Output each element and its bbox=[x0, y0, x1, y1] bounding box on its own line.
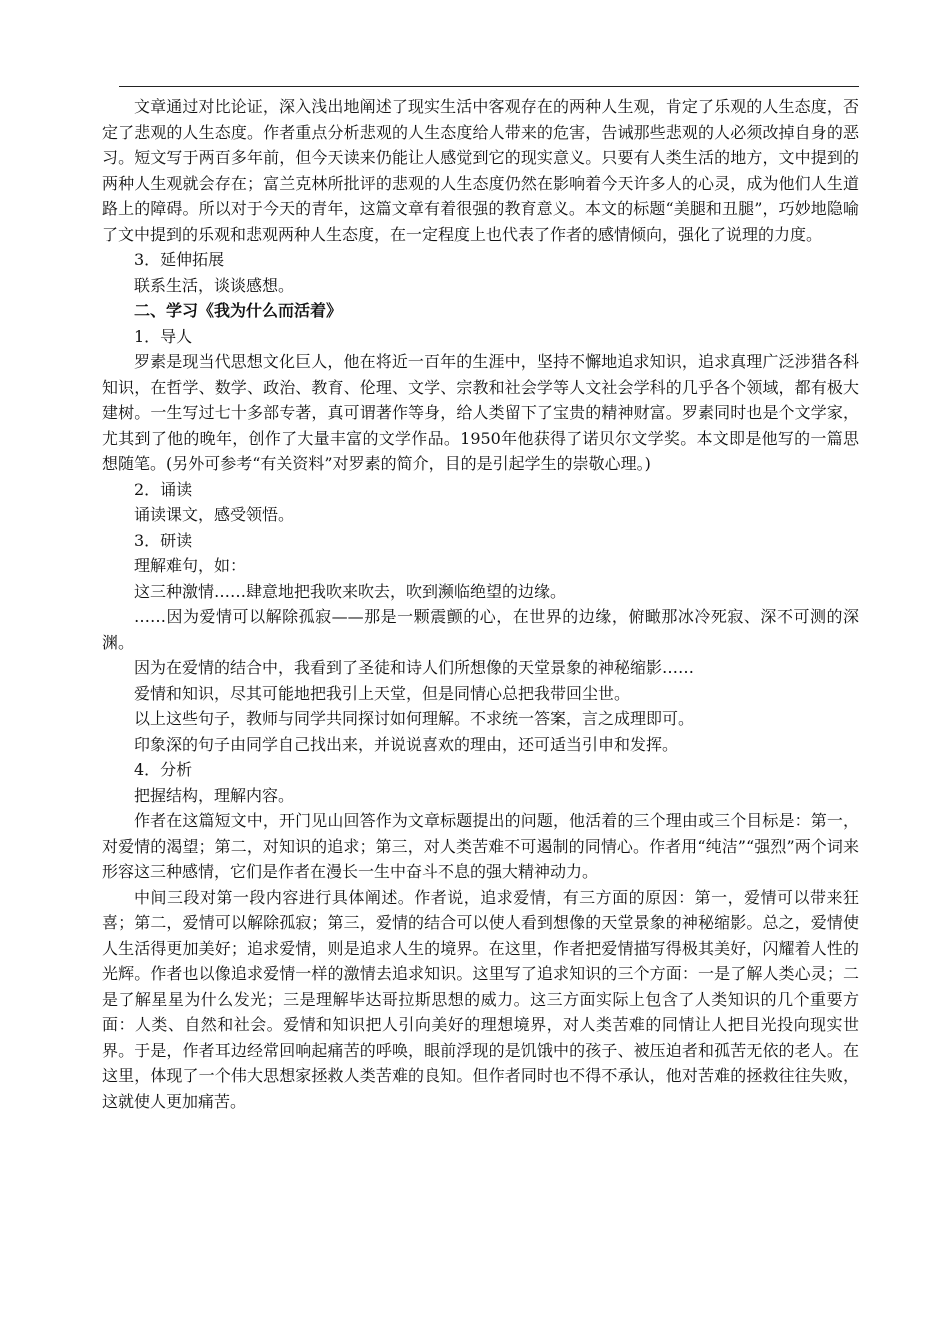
header-rule bbox=[119, 86, 859, 87]
quote-sentence-4: 爱情和知识，尽其可能地把我引上天堂，但是同情心总把我带回尘世。 bbox=[134, 683, 631, 703]
paragraph-difficult-sentences: 理解难句，如： bbox=[134, 556, 247, 575]
paragraph-russell-intro: 罗素是现当代思想文化巨人，他在将近一百年的生涯中，坚持不懈地追求知识，追求真理广泛涉猎各科知识，在哲学、数学、政治、教育、伦理、文学、宗教和社会学等人文社会学科的几乎各个领域，都有极大建树。一生写过七十多部专著，真可谓著作等身，给人类留下了宝贵的精神财富。罗素同时也是个文学家，尤其到了他的晚年，创作了大量丰富的文学作品。1950年他获得了诺贝尔文学奖。本文即是他写的一篇思想随笔。(另外可参考“有关资料”对罗素的简介，目的是引起学生的崇敬心理。) bbox=[102, 352, 859, 473]
section-heading-why-i-live: 二、学习《我为什么而活着》 bbox=[134, 301, 343, 320]
paragraph-three-reasons: 作者在这篇短文中，开门见山回答作为文章标题提出的问题，他活着的三个理由或三个目标是：第一，对爱情的渴望；第二，对知识的追求；第三，对人类苦难不可遏制的同情心。作者用“纯洁”“强烈”两个词来形容这三种感情，它们是作者在漫长一生中奋斗不息的强大精神动力。 bbox=[102, 811, 859, 881]
paragraph-summary: 文章通过对比论证，深入浅出地阐述了现实生活中客观存在的两种人生观，肯定了乐观的人生态度，否定了悲观的人生态度。作者重点分析悲观的人生态度给人带来的危害，告诫那些悲观的人必须改掉自身的恶习。短文写于两百多年前，但今天读来仍能让人感觉到它的现实意义。只要有人类生活的地方，文中提到的两种人生观就会存在；富兰克林所批评的悲观的人生态度仍然在影响着今天许多人的心灵，成为他们人生道路上的障碍。所以对于今天的青年，这篇文章有着很强的教育意义。本文的标题“美腿和丑腿”，巧妙地隐喻了文中提到的乐观和悲观两种人生态度，在一定程度上也代表了作者的感情倾向，强化了说理的力度。 bbox=[102, 97, 859, 244]
section-4-analysis: 4．分析 bbox=[134, 760, 193, 779]
quote-sentence-2: ……因为爱情可以解除孤寂——那是一颗震颤的心，在世界的边缘，俯瞰那冰冷死寂、深不可测的深渊。 bbox=[102, 607, 859, 652]
paragraph-discussion-note: 以上这些句子，教师与同学共同探讨如何理解。不求统一答案，言之成理即可。 bbox=[134, 709, 695, 728]
paragraph-recite: 诵读课文，感受领悟。 bbox=[134, 505, 295, 524]
section-2-recite: 2．诵读 bbox=[134, 479, 193, 499]
paragraph-extension-prompt: 联系生活，谈谈感想。 bbox=[134, 275, 295, 295]
section-3-study: 3．研读 bbox=[134, 530, 193, 550]
section-3-extension: 3．延伸拓展 bbox=[134, 250, 225, 269]
paragraph-structure: 把握结构，理解内容。 bbox=[134, 785, 295, 805]
document-body bbox=[102, 94, 859, 1114]
quote-sentence-3: 因为在爱情的结合中，我看到了圣徒和诗人们所想像的天堂景象的神秘缩影…… bbox=[134, 658, 695, 677]
paragraph-favorite-sentences: 印象深的句子由同学自己找出来，并说说喜欢的理由，还可适当引申和发挥。 bbox=[134, 734, 679, 754]
section-1-intro: 1．导人 bbox=[134, 326, 193, 346]
paragraph-middle-sections: 中间三段对第一段内容进行具体阐述。作者说，追求爱情，有三方面的原因：第一，爱情可以带来狂喜；第二，爱情可以解除孤寂；第三，爱情的结合可以使人看到想像的天堂景象的神秘缩影。总之，爱情使人生活得更加美好；追求爱情，则是追求人生的境界。在这里，作者把爱情描写得极其美好，闪耀着人性的光辉。作者也以像追求爱情一样的激情去追求知识。这里写了追求知识的三个方面：一是了解人类心灵；二是了解星星为什么发光；三是理解毕达哥拉斯思想的威力。这三方面实际上包含了人类知识的几个重要方面：人类、自然和社会。爱情和知识把人引向美好的理想境界，对人类苦难的同情让人把目光投向现实世界。于是，作者耳边经常回响起痛苦的呼唤，眼前浮现的是饥饿中的孩子、被压迫者和孤苦无依的老人。在这里，体现了一个伟大思想家拯救人类苦难的良知。但作者同时也不得不承认，他对苦难的拯救往往失败，这就使人更加痛苦。 bbox=[102, 887, 859, 1111]
quote-sentence-1: 这三种激情……肆意地把我吹来吹去，吹到濒临绝望的边缘。 bbox=[134, 581, 567, 601]
